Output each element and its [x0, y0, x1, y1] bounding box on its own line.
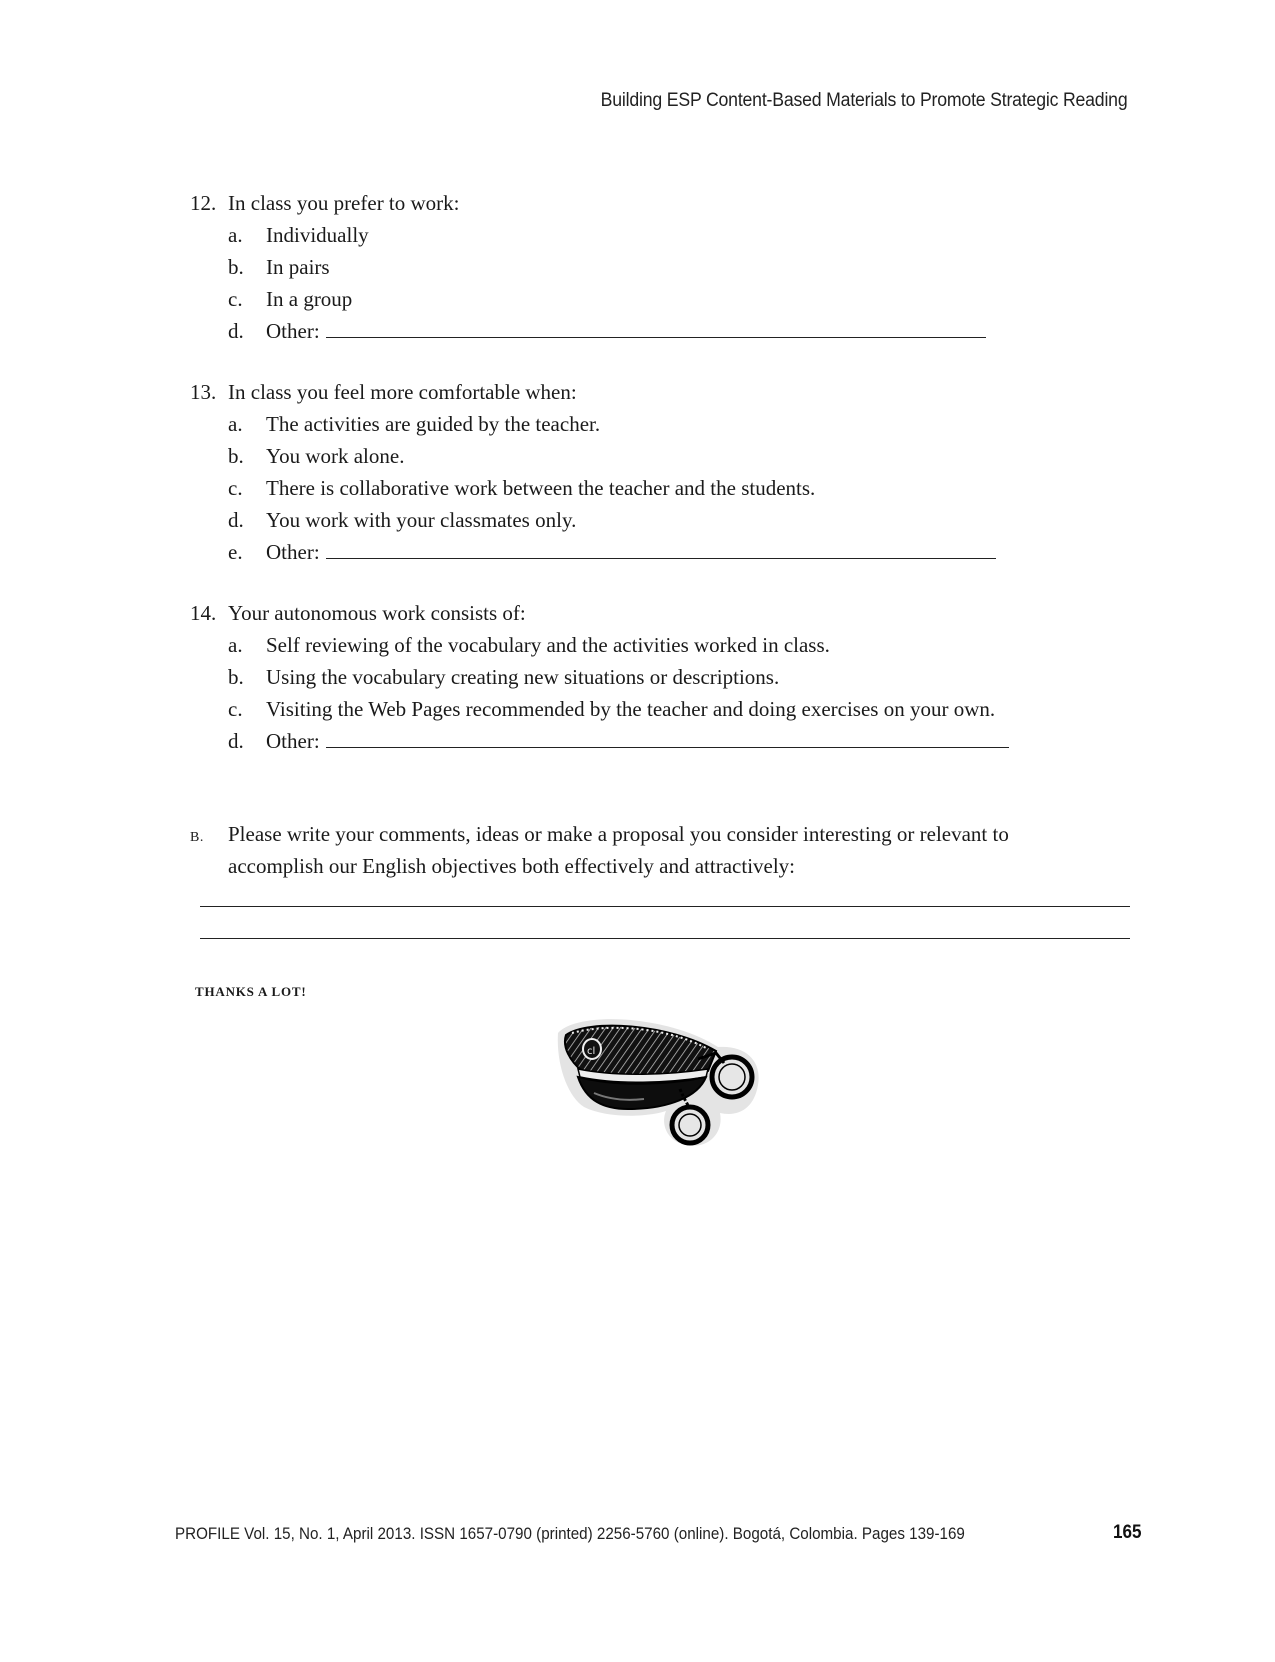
option-c[interactable] [228, 693, 1009, 725]
option-text: Other: [266, 729, 320, 753]
option-letter: d. [228, 319, 244, 343]
question-number: 14. [190, 601, 217, 625]
option-text: You work alone. [266, 444, 405, 468]
option-text: The activities are guided by the teacher. [266, 412, 601, 436]
comment-answer-line-1[interactable] [200, 906, 1130, 907]
other-answer-blank[interactable] [326, 536, 996, 559]
question-14 [190, 597, 1009, 757]
section-b-comments [190, 818, 1108, 882]
police-cap-and-handcuffs-icon [548, 1005, 764, 1150]
section-label: B. [190, 830, 204, 845]
option-letter: c. [228, 287, 243, 311]
option-a[interactable] [228, 219, 986, 251]
option-a[interactable] [228, 629, 1009, 661]
question-13 [190, 376, 996, 568]
comment-answer-line-2[interactable] [200, 938, 1130, 939]
option-text: Self reviewing of the vocabulary and the activities worked in class. [266, 633, 830, 657]
option-b[interactable] [228, 661, 1009, 693]
option-b[interactable] [228, 251, 986, 283]
option-c[interactable] [228, 472, 996, 504]
question-stem [190, 597, 1009, 629]
thanks-message: THANKS A LOT! [195, 984, 307, 999]
option-b[interactable] [228, 440, 996, 472]
option-a[interactable] [228, 408, 996, 440]
option-d-other[interactable] [228, 725, 1009, 757]
option-text: In pairs [266, 255, 330, 279]
question-text: In class you prefer to work: [228, 191, 460, 215]
option-letter: c. [228, 476, 243, 500]
option-letter: a. [228, 223, 243, 247]
running-header-title: Building ESP Content-Based Materials to Promote Strategic Reading [600, 90, 1127, 111]
question-number: 13. [190, 380, 217, 404]
option-letter: b. [228, 444, 244, 468]
option-d-other[interactable] [228, 315, 986, 347]
question-text: Your autonomous work consists of: [228, 601, 526, 625]
option-letter: d. [228, 508, 244, 532]
svg-text:cl: cl [587, 1046, 596, 1057]
option-text: Visiting the Web Pages recommended by the teacher and doing exercises on your own. [266, 697, 996, 721]
question-stem [190, 376, 996, 408]
option-text: In a group [266, 287, 353, 311]
option-letter: d. [228, 729, 244, 753]
other-answer-blank[interactable] [326, 315, 986, 338]
option-letter: b. [228, 255, 244, 279]
other-answer-blank[interactable] [326, 725, 1009, 748]
option-text: Other: [266, 319, 320, 343]
option-letter: e. [228, 540, 243, 564]
question-12 [190, 187, 986, 347]
option-letter: a. [228, 412, 243, 436]
footer-citation: PROFILE Vol. 15, No. 1, April 2013. ISSN 1657-0790 (printed) 2256-5760 (online). Bogotá, Colombia. Pages 139-169 [175, 1525, 965, 1543]
option-text: Individually [266, 223, 369, 247]
option-text: Using the vocabulary creating new situations or descriptions. [266, 665, 780, 689]
option-e-other[interactable] [228, 536, 996, 568]
question-stem [190, 187, 986, 219]
option-letter: c. [228, 697, 243, 721]
option-d[interactable] [228, 504, 996, 536]
page-number: 165 [1113, 1522, 1142, 1543]
option-text: Other: [266, 540, 320, 564]
option-letter: a. [228, 633, 243, 657]
option-letter: b. [228, 665, 244, 689]
section-prompt: Please write your comments, ideas or make a proposal you consider interesting or relevant to accomplish our English objectives both effectively and attractively: [228, 822, 1009, 878]
option-text: You work with your classmates only. [266, 508, 577, 532]
question-text: In class you feel more comfortable when: [228, 380, 577, 404]
option-text: There is collaborative work between the teacher and the students. [266, 476, 816, 500]
option-c[interactable] [228, 283, 986, 315]
question-number: 12. [190, 191, 217, 215]
